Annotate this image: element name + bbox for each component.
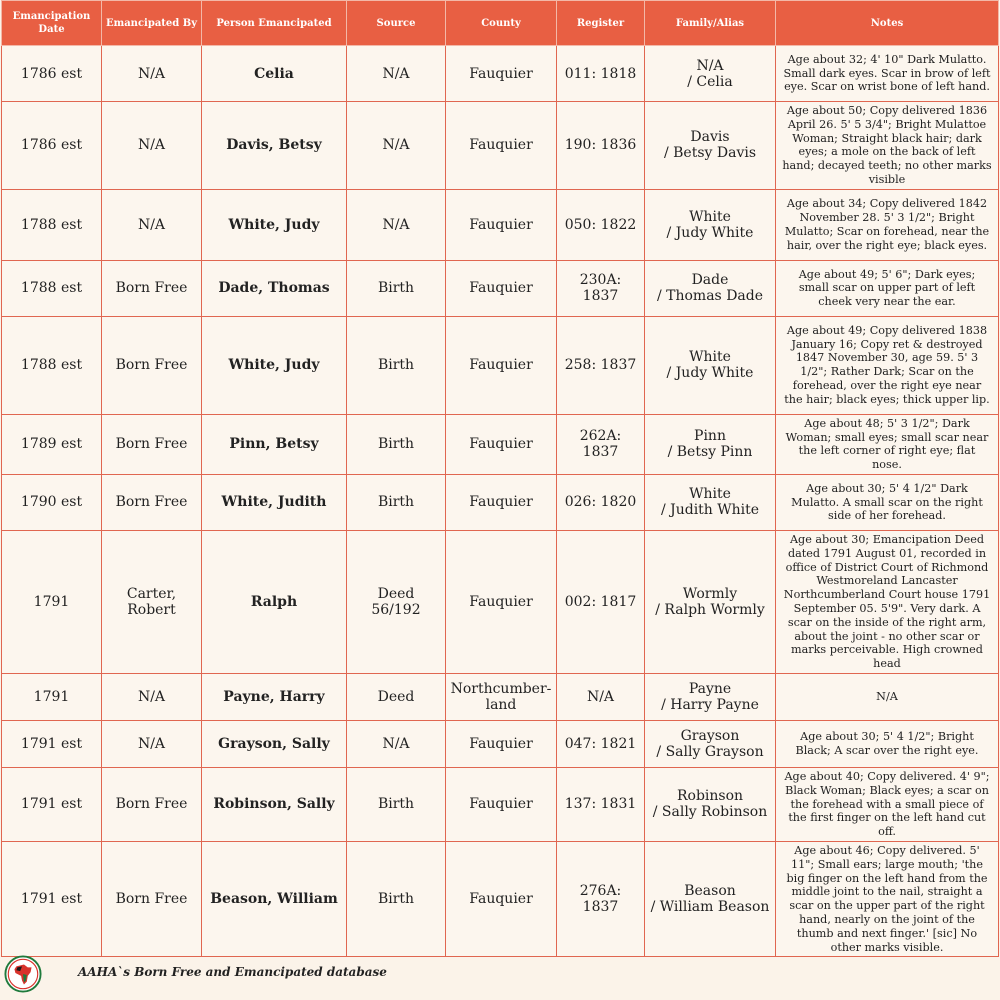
cell-person: White, Judy (202, 189, 347, 260)
cell-notes: Age about 40; Copy delivered. 4' 9"; Black Woman; Black eyes; a scar on the forehead with a small piece of the first finger on the left hand cut off. (776, 767, 999, 841)
cell-county: Fauquier (446, 767, 557, 841)
table-row[interactable] (2, 720, 999, 767)
family-name: Dade (691, 272, 729, 289)
alias-name: / Thomas Dade (656, 288, 764, 305)
cell-register: 002: 1817 (557, 530, 645, 673)
cell-date: 1788 est (2, 189, 102, 260)
alias-name: / Judy White (666, 365, 754, 382)
column-header-county[interactable]: County (446, 1, 557, 46)
cell-person: White, Judy (202, 316, 347, 414)
cell-family-alias (645, 316, 776, 414)
cell-date: 1790 est (2, 474, 102, 530)
family-name: Beason (684, 883, 736, 900)
column-header-person[interactable]: Person Emancipated (202, 1, 347, 46)
cell-emancipated-by: N/A (102, 673, 202, 720)
cell-date: 1791 (2, 530, 102, 673)
cell-source: N/A (347, 720, 446, 767)
cell-person: White, Judith (202, 474, 347, 530)
cell-notes: N/A (776, 673, 999, 720)
cell-date: 1791 est (2, 841, 102, 956)
cell-source: Deed 56/192 (347, 530, 446, 673)
footer (0, 935, 1000, 1000)
family-name: Robinson (676, 788, 744, 805)
cell-register: 026: 1820 (557, 474, 645, 530)
cell-county: Fauquier (446, 189, 557, 260)
cell-source: N/A (347, 189, 446, 260)
cell-emancipated-by: N/A (102, 189, 202, 260)
cell-date: 1791 est (2, 767, 102, 841)
column-header-notes[interactable]: Notes (776, 1, 999, 46)
cell-emancipated-by: Born Free (102, 841, 202, 956)
cell-source: Birth (347, 414, 446, 474)
cell-date: 1789 est (2, 414, 102, 474)
cell-family-alias (645, 474, 776, 530)
cell-person: Davis, Betsy (202, 102, 347, 190)
cell-register: 047: 1821 (557, 720, 645, 767)
cell-family-alias (645, 189, 776, 260)
cell-person: Dade, Thomas (202, 260, 347, 316)
alias-name: / Celia (687, 73, 733, 90)
alias-name: / Betsy Davis (663, 145, 757, 162)
cell-register: 262A: 1837 (557, 414, 645, 474)
cell-date: 1786 est (2, 102, 102, 190)
cell-person: Payne, Harry (202, 673, 347, 720)
table-row[interactable] (2, 46, 999, 102)
alias-name: / Sally Robinson (652, 804, 768, 821)
cell-county: Fauquier (446, 102, 557, 190)
cell-county: Fauquier (446, 414, 557, 474)
cell-county: Fauquier (446, 474, 557, 530)
cell-notes: Age about 49; Copy delivered 1838 January 16; Copy ret & destroyed 1847 November 30, age 59. 5' 3 1/2"; Rather Dark; Scar on the forehead, over the right eye near the hair; black eyes; thick upper lip. (776, 316, 999, 414)
cell-register: 258: 1837 (557, 316, 645, 414)
cell-register: 011: 1818 (557, 46, 645, 102)
cell-county: Fauquier (446, 260, 557, 316)
cell-emancipated-by: Born Free (102, 767, 202, 841)
cell-date: 1791 (2, 673, 102, 720)
cell-register: 276A: 1837 (557, 841, 645, 956)
family-name: Payne (688, 680, 732, 697)
family-name: White (689, 208, 731, 225)
table-row[interactable] (2, 189, 999, 260)
family-name: Pinn (694, 428, 726, 445)
cell-register: 137: 1831 (557, 767, 645, 841)
cell-family-alias (645, 260, 776, 316)
table-row[interactable] (2, 414, 999, 474)
alias-name: / Judith White (660, 502, 760, 519)
table-row[interactable] (2, 316, 999, 414)
cell-family-alias (645, 46, 776, 102)
cell-date: 1786 est (2, 46, 102, 102)
cell-source: N/A (347, 46, 446, 102)
cell-county: Fauquier (446, 530, 557, 673)
cell-family-alias (645, 414, 776, 474)
table-row[interactable] (2, 260, 999, 316)
cell-notes: Age about 30; 5' 4 1/2" Dark Mulatto. A small scar on the right side of her forehead. (776, 474, 999, 530)
cell-family-alias (645, 767, 776, 841)
cell-date: 1791 est (2, 720, 102, 767)
cell-emancipated-by: Born Free (102, 260, 202, 316)
column-header-source[interactable]: Source (347, 1, 446, 46)
alias-name: / Sally Grayson (656, 743, 764, 760)
family-name: White (689, 349, 731, 366)
cell-date: 1788 est (2, 316, 102, 414)
cell-register: 190: 1836 (557, 102, 645, 190)
cell-person: Ralph (202, 530, 347, 673)
alias-name: / Betsy Pinn (667, 444, 753, 461)
table-row[interactable] (2, 767, 999, 841)
cell-county: Fauquier (446, 316, 557, 414)
footer-title: AAHA`s Born Free and Emancipated database (78, 965, 387, 979)
cell-source: Birth (347, 841, 446, 956)
family-name: Grayson (680, 727, 740, 744)
cell-date: 1788 est (2, 260, 102, 316)
alias-name: / Judy White (666, 224, 754, 241)
table-row[interactable] (2, 102, 999, 190)
cell-notes: Age about 49; 5' 6"; Dark eyes; small scar on upper part of left cheek very near the ear. (776, 260, 999, 316)
cell-person: Pinn, Betsy (202, 414, 347, 474)
cell-register: 230A: 1837 (557, 260, 645, 316)
cell-notes: Age about 46; Copy delivered. 5' 11"; Small ears; large mouth; 'the big finger on the left hand from the middle joint to the nail, straight a scar on the upper part of the right hand, nearly on the joint of the thumb and next finger.' [sic] No other marks visible. (776, 841, 999, 956)
cell-family-alias (645, 530, 776, 673)
cell-emancipated-by: N/A (102, 102, 202, 190)
cell-emancipated-by: Carter, Robert (102, 530, 202, 673)
cell-family-alias (645, 720, 776, 767)
cell-person: Beason, William (202, 841, 347, 956)
cell-county: Northcumber-land (446, 673, 557, 720)
column-header-emancipated-by[interactable]: Emancipated By (102, 1, 202, 46)
cell-source: Birth (347, 260, 446, 316)
africa-map-logo-icon (4, 955, 42, 993)
alias-name: / Harry Payne (661, 696, 759, 713)
cell-notes: Age about 32; 4' 10" Dark Mulatto. Small dark eyes. Scar in brow of left eye. Scar on wrist bone of left hand. (776, 46, 999, 102)
cell-source: Birth (347, 474, 446, 530)
cell-notes: Age about 34; Copy delivered 1842 November 28. 5' 3 1/2"; Bright Mulatto; Scar on forehead, near the hair, over the right eye; black eyes. (776, 189, 999, 260)
cell-notes: Age about 50; Copy delivered 1836 April 26. 5' 5 3/4"; Bright Mulattoe Woman; Straight black hair; dark eyes; a mole on the back of left hand; decayed teeth; no other marks visible (776, 102, 999, 190)
cell-person: Grayson, Sally (202, 720, 347, 767)
family-name: N/A (696, 57, 724, 74)
cell-emancipated-by: N/A (102, 46, 202, 102)
cell-person: Robinson, Sally (202, 767, 347, 841)
cell-emancipated-by: Born Free (102, 316, 202, 414)
family-name: Davis (690, 129, 730, 146)
cell-notes: Age about 30; 5' 4 1/2"; Bright Black; A scar over the right eye. (776, 720, 999, 767)
cell-county: Fauquier (446, 720, 557, 767)
column-header-family-alias[interactable]: Family/Alias (645, 1, 776, 46)
column-header-date[interactable]: Emancipation Date (2, 1, 102, 46)
cell-county: Fauquier (446, 841, 557, 956)
table-row[interactable] (2, 530, 999, 673)
cell-emancipated-by: N/A (102, 720, 202, 767)
family-name: White (689, 486, 731, 503)
emancipation-records-table (1, 0, 999, 957)
table-header-row (2, 1, 999, 46)
cell-source: Birth (347, 316, 446, 414)
cell-source: N/A (347, 102, 446, 190)
alias-name: / Ralph Wormly (655, 601, 765, 618)
table-row[interactable] (2, 673, 999, 720)
cell-register: 050: 1822 (557, 189, 645, 260)
cell-notes: Age about 30; Emancipation Deed dated 1791 August 01, recorded in office of District Court of Richmond Westmoreland Lancaster Northcumberland Court house 1791 September 05. 5'9". Very dark. A scar on the inside of the right arm, about the joint - no other scar or marks perceivable. High crowned head (776, 530, 999, 673)
family-name: Wormly (682, 585, 738, 602)
table-row[interactable] (2, 474, 999, 530)
cell-notes: Age about 48; 5' 3 1/2"; Dark Woman; small eyes; small scar near the left corner of right eye; flat nose. (776, 414, 999, 474)
cell-source: Deed (347, 673, 446, 720)
cell-emancipated-by: Born Free (102, 474, 202, 530)
cell-emancipated-by: Born Free (102, 414, 202, 474)
cell-county: Fauquier (446, 46, 557, 102)
cell-register: N/A (557, 673, 645, 720)
alias-name: / William Beason (650, 899, 770, 916)
cell-family-alias (645, 102, 776, 190)
column-header-register[interactable]: Register (557, 1, 645, 46)
cell-family-alias (645, 673, 776, 720)
cell-source: Birth (347, 767, 446, 841)
cell-person: Celia (202, 46, 347, 102)
